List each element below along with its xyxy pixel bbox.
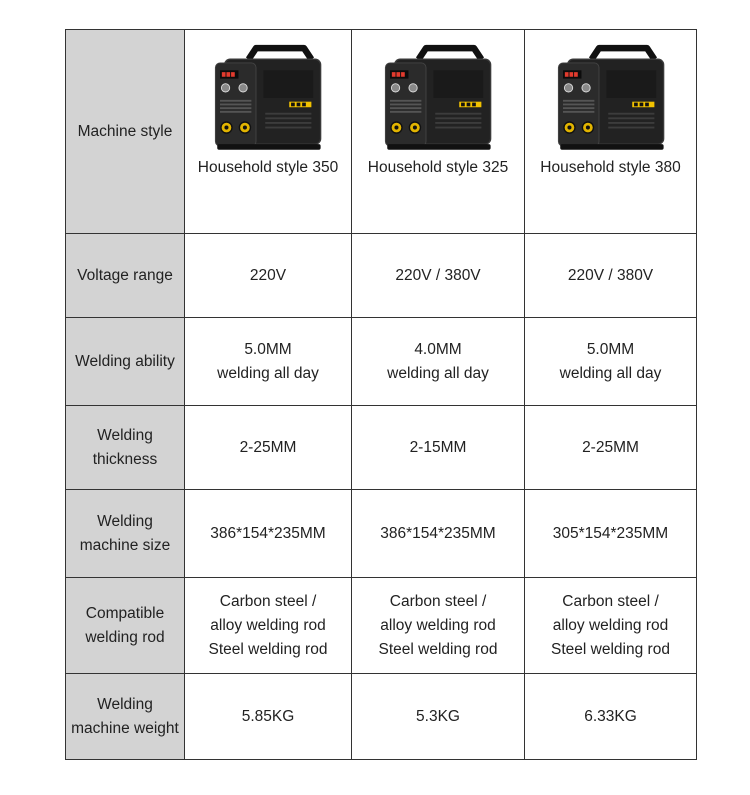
value-line: welding all day xyxy=(217,364,319,382)
label-line: Voltage range xyxy=(77,266,173,284)
row-label-machine-style xyxy=(66,30,185,234)
value-line: alloy welding rod xyxy=(552,616,669,634)
cell-value xyxy=(525,490,697,578)
value-line: 5.3KG xyxy=(416,707,460,725)
value-line: Carbon steel / xyxy=(562,592,659,610)
cell-value xyxy=(185,490,352,578)
welding-machine-image xyxy=(378,42,498,154)
cell-value xyxy=(352,234,525,318)
cell-value xyxy=(352,490,525,578)
row-machine-size xyxy=(66,490,697,578)
cell-value xyxy=(185,234,352,318)
value-line: 5.0MM xyxy=(244,340,292,358)
row-label-welding-thickness xyxy=(66,406,185,490)
row-machine-style xyxy=(66,30,697,234)
cell-machine-380 xyxy=(525,30,697,234)
row-label-machine-size xyxy=(66,490,185,578)
cell-value xyxy=(185,406,352,490)
label-line: Welding xyxy=(97,695,153,713)
label-line: Welding ability xyxy=(75,352,175,370)
row-machine-weight xyxy=(66,674,697,760)
value-line: Steel welding rod xyxy=(378,640,498,658)
value-line: 2-15MM xyxy=(409,438,467,456)
row-welding-thickness xyxy=(66,406,697,490)
cell-value xyxy=(352,674,525,760)
row-welding-ability xyxy=(66,318,697,406)
value-line: 305*154*235MM xyxy=(552,524,669,542)
label-line: Compatible xyxy=(85,604,165,622)
cell-value xyxy=(525,318,697,406)
machine-caption: Household style 350 xyxy=(197,159,339,176)
row-label-welding-ability xyxy=(66,318,185,406)
row-voltage-range xyxy=(66,234,697,318)
label-line: Machine style xyxy=(77,122,173,140)
label-line: machine weight xyxy=(71,719,179,737)
cell-value xyxy=(352,578,525,674)
label-line: Welding xyxy=(97,512,153,530)
value-line: welding all day xyxy=(559,364,662,382)
cell-value xyxy=(185,578,352,674)
value-line: Steel welding rod xyxy=(208,640,328,658)
label-line: thickness xyxy=(92,450,158,468)
value-line: 386*154*235MM xyxy=(210,524,326,542)
value-line: welding all day xyxy=(387,364,489,382)
value-line: 220V / 380V xyxy=(395,266,481,284)
cell-value xyxy=(525,674,697,760)
value-line: 220V / 380V xyxy=(567,266,654,284)
value-line: Carbon steel / xyxy=(389,592,487,610)
value-line: 386*154*235MM xyxy=(380,524,496,542)
cell-machine-350 xyxy=(185,30,352,234)
value-line: 5.85KG xyxy=(241,707,295,725)
value-line: alloy welding rod xyxy=(210,616,326,634)
value-line: 2-25MM xyxy=(582,438,639,456)
cell-value xyxy=(185,674,352,760)
value-line: alloy welding rod xyxy=(380,616,496,634)
value-line: 4.0MM xyxy=(414,340,462,358)
row-label-voltage-range xyxy=(66,234,185,318)
label-line: welding rod xyxy=(85,628,165,646)
cell-machine-325 xyxy=(352,30,525,234)
machine-caption: Household style 325 xyxy=(367,159,509,176)
label-line: machine size xyxy=(79,536,171,554)
row-compatible-rod xyxy=(66,578,697,674)
value-line: Steel welding rod xyxy=(551,640,670,658)
row-label-machine-weight xyxy=(66,674,185,760)
value-line: 5.0MM xyxy=(586,340,635,358)
welding-machine-image xyxy=(551,42,671,154)
cell-value xyxy=(352,406,525,490)
value-line: 6.33KG xyxy=(584,707,637,725)
cell-value xyxy=(525,578,697,674)
cell-value xyxy=(352,318,525,406)
cell-value xyxy=(525,234,697,318)
value-line: 2-25MM xyxy=(239,438,297,456)
cell-value xyxy=(525,406,697,490)
spec-table xyxy=(65,29,697,760)
value-line: 220V xyxy=(249,266,287,284)
welding-machine-image xyxy=(208,42,328,154)
value-line: Carbon steel / xyxy=(219,592,317,610)
cell-value xyxy=(185,318,352,406)
label-line: Welding xyxy=(97,426,153,444)
row-label-compatible-rod xyxy=(66,578,185,674)
machine-caption: Household style 380 xyxy=(540,159,681,176)
